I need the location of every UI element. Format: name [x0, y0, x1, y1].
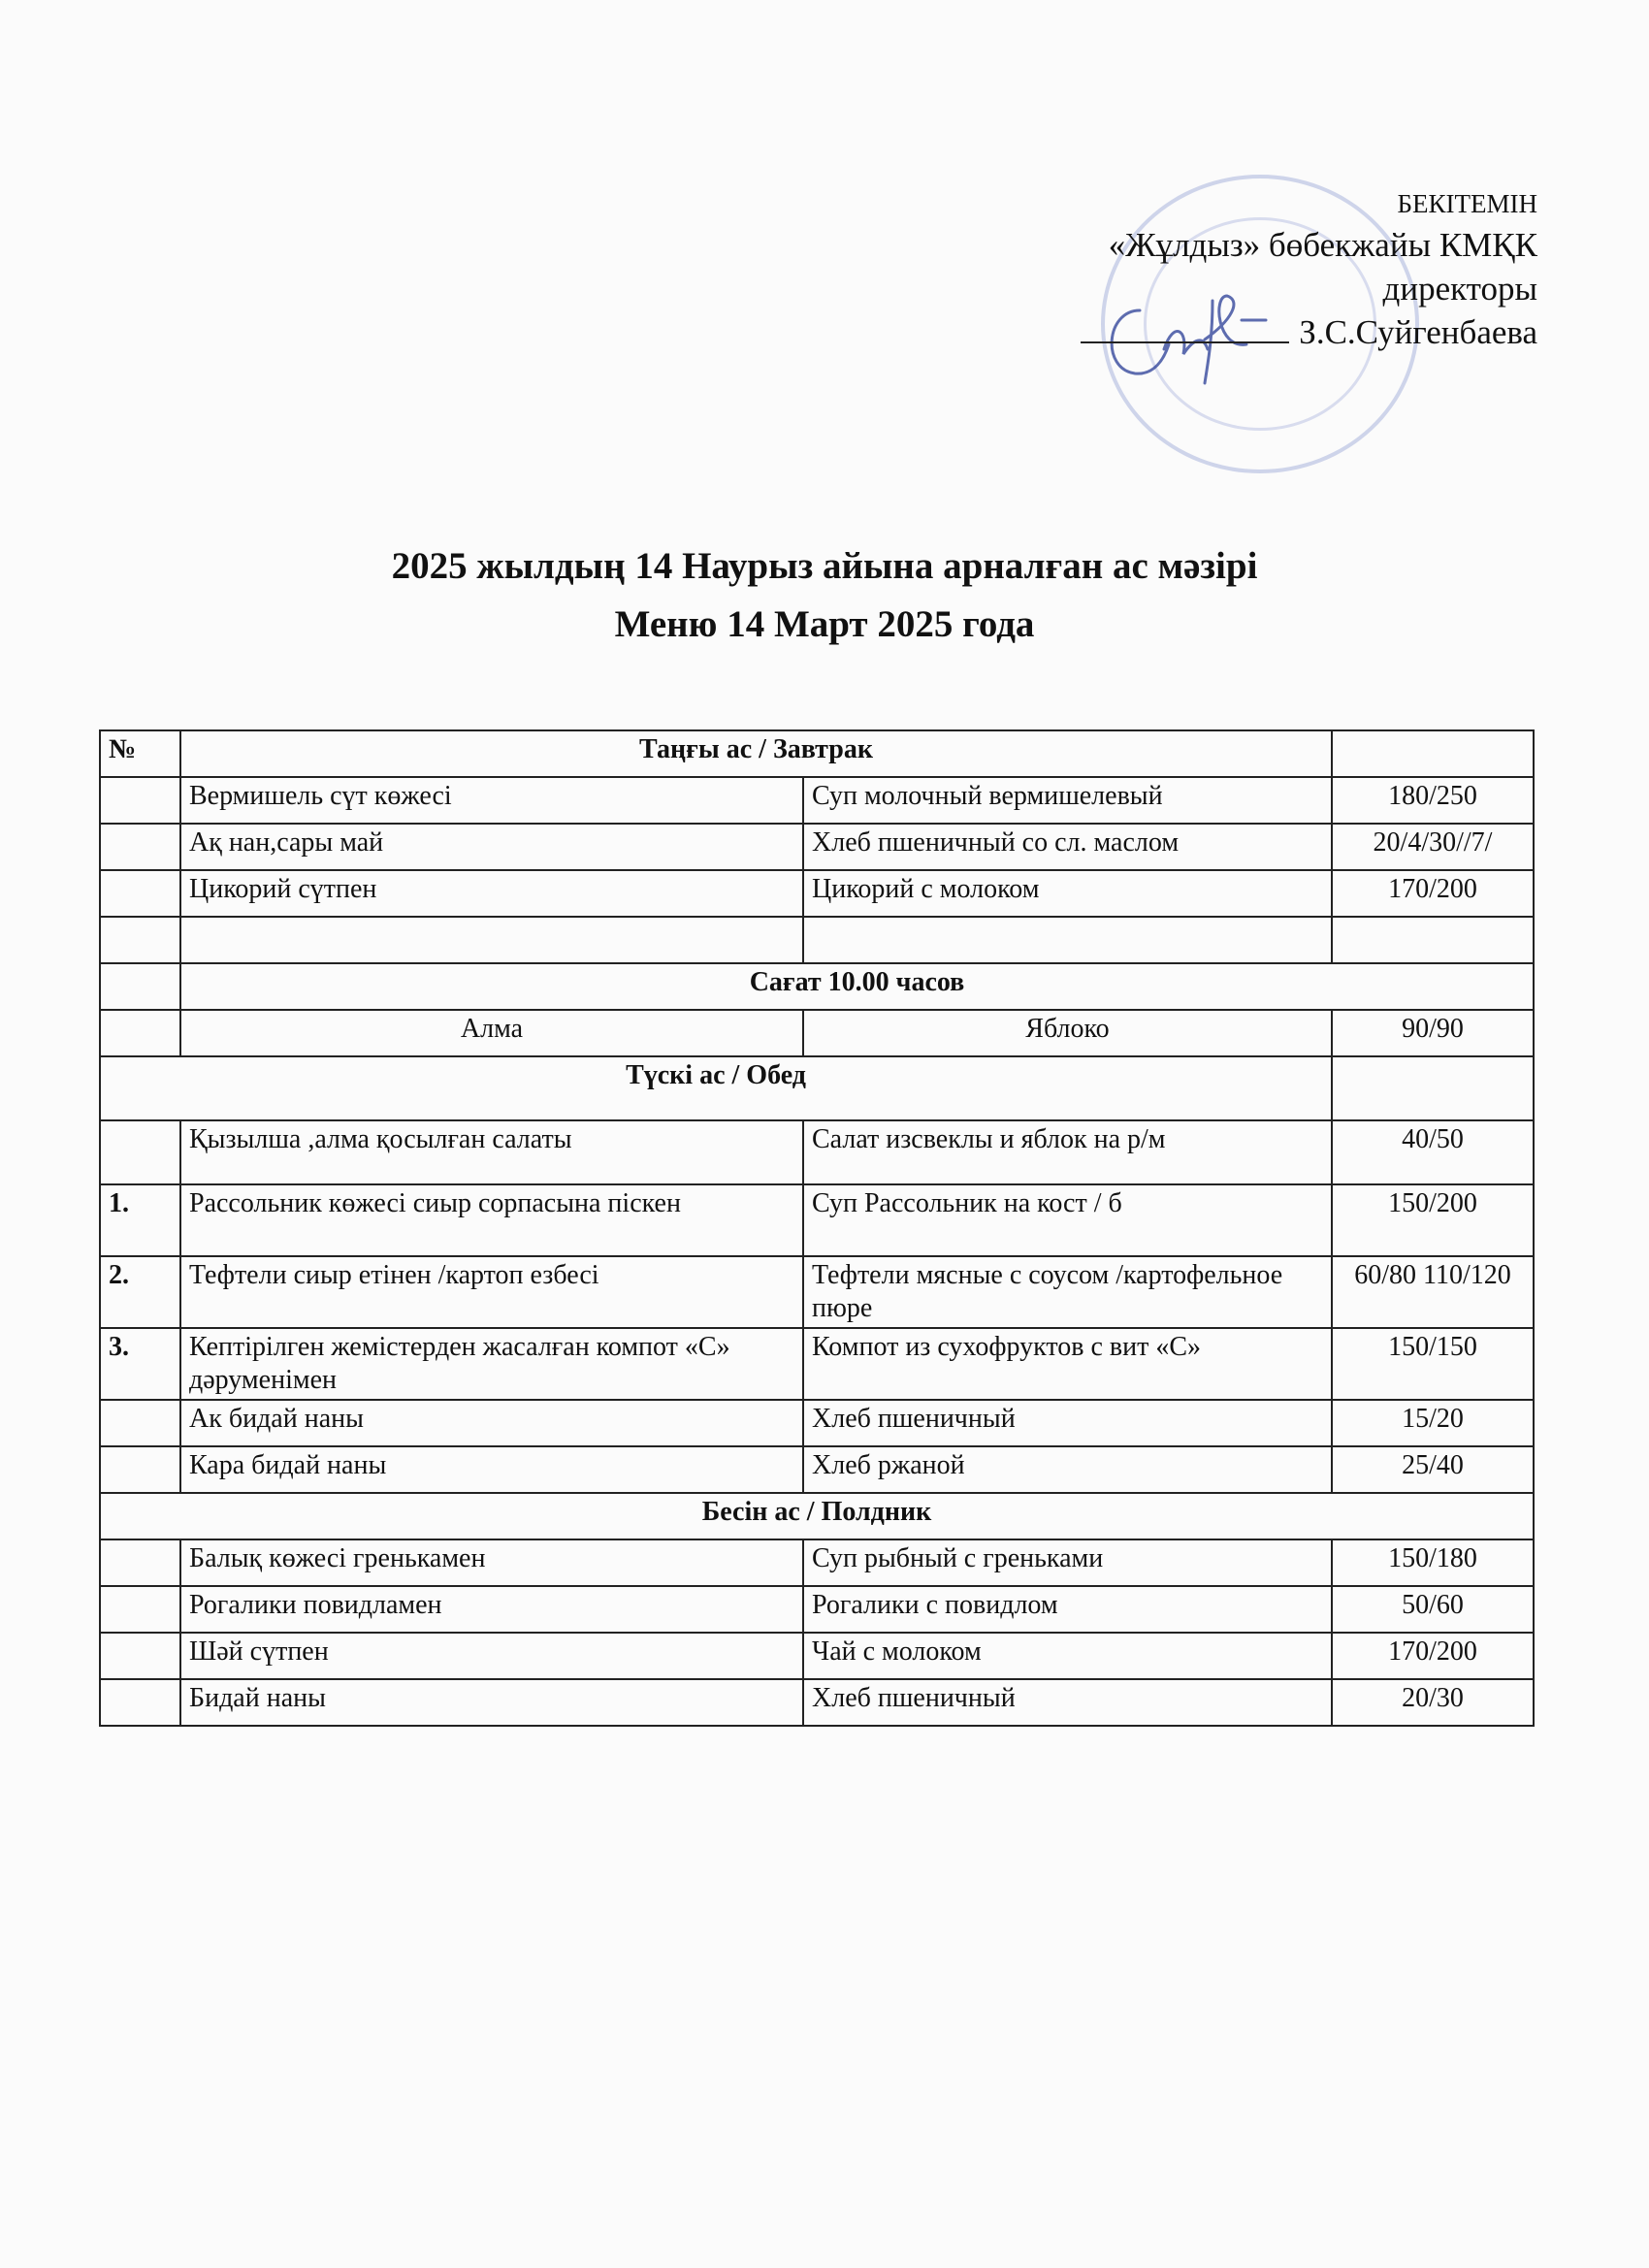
dish-ru: Рогалики с повидлом: [803, 1586, 1332, 1633]
approval-block: [858, 184, 1537, 354]
number-header: №: [100, 730, 180, 777]
dish-ru: Хлеб пшеничный со сл. маслом: [803, 824, 1332, 870]
dish-ru: Тефтели мясные с соусом /картофельное пюре: [803, 1256, 1332, 1328]
row-number: [100, 1120, 180, 1184]
dish-kz: Кара бидай наны: [180, 1446, 803, 1493]
dish-ru: Хлеб пшеничный: [803, 1400, 1332, 1446]
portion: 170/200: [1332, 870, 1534, 917]
snack-title-row: [100, 963, 1534, 1010]
empty-row: [100, 917, 1534, 963]
portion: 15/20: [1332, 1400, 1534, 1446]
portion: 25/40: [1332, 1446, 1534, 1493]
dish-kz: Рогалики повидламен: [180, 1586, 803, 1633]
lunch-title-row: [100, 1056, 1534, 1120]
portion: 170/200: [1332, 1633, 1534, 1679]
row-number: [100, 1446, 180, 1493]
dish-kz: Ак бидай наны: [180, 1400, 803, 1446]
row-number: [100, 1400, 180, 1446]
row-number: 1.: [100, 1184, 180, 1256]
dish-kz: Кептірілген жемістерден жасалған компот «С» дәруменімен: [180, 1328, 803, 1400]
dish-kz: Вермишель сүт көжесі: [180, 777, 803, 824]
dish-ru: Хлеб пшеничный: [803, 1679, 1332, 1726]
row-number: 3.: [100, 1328, 180, 1400]
dish-kz: Алма: [180, 1010, 803, 1056]
menu-title-kz: 2025 жылдың 14 Наурыз айына арналған ас мәзірі: [391, 545, 1258, 587]
poldnik-title: Бесін ас / Полдник: [100, 1493, 1534, 1539]
dish-kz: Қызылша ,алма қосылған салаты: [180, 1120, 803, 1184]
portion: 60/80 110/120: [1332, 1256, 1534, 1328]
table-row: [100, 1328, 1534, 1400]
dish-kz: Бидай наны: [180, 1679, 803, 1726]
approval-signatory: [858, 310, 1537, 354]
table-row: [100, 870, 1534, 917]
dish-ru: Цикорий с молоком: [803, 870, 1332, 917]
table-row: [100, 1400, 1534, 1446]
dish-ru: Суп рыбный с греньками: [803, 1539, 1332, 1586]
portion: 180/250: [1332, 777, 1534, 824]
approval-position: директоры: [1382, 270, 1537, 308]
portion: 150/150: [1332, 1328, 1534, 1400]
dish-ru: Суп Рассольник на кост / б: [803, 1184, 1332, 1256]
table-row: [100, 1446, 1534, 1493]
dish-ru: Яблоко: [803, 1010, 1332, 1056]
menu-table: [99, 729, 1535, 1727]
table-row: [100, 777, 1534, 824]
dish-kz: Цикорий сүтпен: [180, 870, 803, 917]
portion: 50/60: [1332, 1586, 1534, 1633]
dish-kz: Тефтели сиыр етінен /картоп езбесі: [180, 1256, 803, 1328]
poldnik-title-row: [100, 1493, 1534, 1539]
table-row: [100, 1539, 1534, 1586]
dish-kz: Балық көжесі гренькамен: [180, 1539, 803, 1586]
table-row: [100, 1256, 1534, 1328]
row-number: 2.: [100, 1256, 180, 1328]
table-row: [100, 824, 1534, 870]
dish-ru: Чай с молоком: [803, 1633, 1332, 1679]
table-row: [100, 1184, 1534, 1256]
dish-ru: Хлеб ржаной: [803, 1446, 1332, 1493]
approval-heading: БЕКІТЕМІН: [1397, 189, 1537, 218]
director-name: З.С.Суйгенбаева: [1299, 313, 1537, 351]
snack-title: Сағат 10.00 часов: [180, 963, 1534, 1010]
portion: 150/200: [1332, 1184, 1534, 1256]
lunch-title: Түскі ас / Обед: [100, 1056, 1332, 1120]
dish-kz: Ақ нан,сары май: [180, 824, 803, 870]
table-row: [100, 1679, 1534, 1726]
dish-ru: Суп молочный вермишелевый: [803, 777, 1332, 824]
signature-line: [1081, 312, 1289, 343]
portion: 90/90: [1332, 1010, 1534, 1056]
dish-kz: Шәй сүтпен: [180, 1633, 803, 1679]
table-row: [100, 1010, 1534, 1056]
dish-ru: Компот из сухофруктов с вит «С»: [803, 1328, 1332, 1400]
table-row: [100, 1633, 1534, 1679]
menu-title-ru: Меню 14 Март 2025 года: [614, 603, 1035, 645]
dish-ru: Салат изсвеклы и яблок на р/м: [803, 1120, 1332, 1184]
table-header-row: [100, 730, 1534, 777]
portion: 150/180: [1332, 1539, 1534, 1586]
breakfast-header: Таңғы ас / Завтрак: [180, 730, 1332, 777]
portion: 20/30: [1332, 1679, 1534, 1726]
portion: 20/4/30//7/: [1332, 824, 1534, 870]
dish-kz: Рассольник көжесі сиыр сорпасына піскен: [180, 1184, 803, 1256]
table-row: [100, 1586, 1534, 1633]
portion: 40/50: [1332, 1120, 1534, 1184]
approval-organization: «Жұлдыз» бөбекжайы КМҚК: [1108, 226, 1537, 264]
table-row: [100, 1120, 1534, 1184]
